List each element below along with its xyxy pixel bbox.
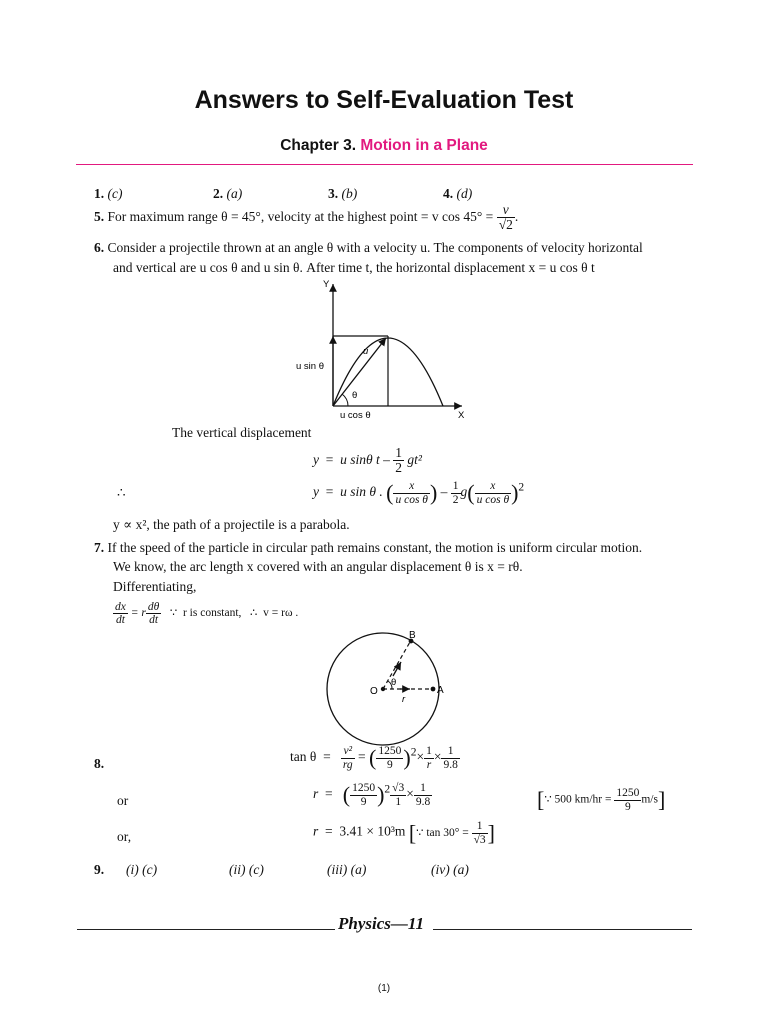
vertical-component-label: u sin θ [296, 361, 324, 372]
footer-book-title: Physics—11 [338, 914, 424, 933]
differentiation-equation: $\frac{dx}{dt}$ = r $\frac{d\theta}{dt}$ ∵ r is constant, ∴ v = rω . [115, 601, 299, 627]
speed-conversion-note: [∵ 500 km/hr = $\frac{1250}{9}$ m/s] [537, 787, 666, 813]
page-title: Answers to Self-Evaluation Test [194, 86, 574, 114]
vertical-displacement-heading: The vertical displacement [172, 425, 312, 440]
answer-item [94, 186, 122, 202]
equation-tan-theta: tan θ = $\frac{\text{v²}}{rg}$ = ( $\frac{1250}{9}$ )$^2$× $\frac{1}{r}$ × $\frac{1}{9.8}$ [290, 745, 458, 771]
question-number: 2. [213, 186, 224, 201]
fraction: $\frac{v}{√2}$ [498, 202, 513, 233]
answer-value: (c) [107, 186, 123, 201]
question-number: 1. [94, 186, 105, 201]
center-label: O [370, 686, 378, 697]
equation-vertical-displacement: y = u sinθ t – $\frac{1}{2}$ gt² [313, 445, 422, 476]
question-number: 9. [94, 862, 105, 877]
velocity-vector [333, 338, 386, 406]
answer-value: (b) [341, 186, 358, 201]
projectile-figure [290, 276, 480, 424]
question-number: 7. [94, 540, 105, 555]
answer-item: (iii) (a) [327, 862, 367, 877]
period: . [514, 208, 519, 224]
question-number: 5. [94, 208, 105, 224]
chapter-name: Motion in a Plane [360, 137, 488, 154]
chapter-prefix: Chapter 3. [280, 137, 357, 154]
question-number: 6. [94, 240, 105, 255]
or-label: or [117, 793, 129, 808]
chapter-heading [0, 137, 768, 155]
radius-to-b [383, 642, 410, 689]
header-rule [76, 164, 693, 165]
footer-rule-left [77, 929, 335, 930]
question-number: 3. [328, 186, 339, 201]
therefore-symbol: ∴ [117, 485, 126, 500]
answer-item [443, 186, 472, 202]
equation-path: y = u sin θ . ( $\frac{x}{\text{u cos θ}}$ ) – $\frac{1}{2}$ g( $\frac{x}{\text{u cos θ}}$ )$^2$ [313, 480, 525, 506]
answer-5 [94, 203, 518, 232]
question-number-8: 8. [94, 756, 105, 771]
or-label-2: or, [117, 829, 132, 844]
answer-7-line-1: 7. If the speed of the particle in circular path remains constant, the motion is uniform circular motion. [94, 540, 643, 555]
angle-arc [342, 394, 348, 406]
page-number: (1) [377, 983, 391, 994]
radius-label: r [402, 694, 406, 705]
angle-label: θ [352, 390, 358, 401]
velocity-label: u [363, 346, 369, 357]
question-number: 4. [443, 186, 454, 201]
point-b-label: B [409, 630, 416, 641]
answer-item [213, 186, 242, 202]
circular-motion-figure [320, 628, 450, 754]
answer-text: For maximum range θ = 45°, velocity at the highest point = v cos 45° = [107, 208, 494, 224]
answer-7-line-3: Differentiating, [113, 579, 197, 594]
answer-6-line-1: 6. Consider a projectile thrown at an angle θ with a velocity u. The components of velocity horizontal [94, 240, 643, 255]
center-point [381, 687, 385, 691]
y-axis-label: Y [323, 279, 330, 290]
answer-value: (d) [456, 186, 473, 201]
point-a [431, 687, 436, 692]
equation-radius: r = ( $\frac{1250}{9}$ )$^2$ $\frac{√3}{1}$ × $\frac{1}{9.8}$ [313, 782, 431, 808]
horizontal-component-label: u cos θ [340, 410, 371, 421]
x-axis-label: X [458, 410, 465, 421]
angle-label: θ [391, 677, 397, 688]
point-a-label: A [437, 685, 444, 696]
answer-value: (a) [226, 186, 243, 201]
answer-item: (ii) (c) [229, 862, 264, 877]
footer-rule-right [433, 929, 692, 930]
parabola-conclusion: y ∝ x², the path of a projectile is a parabola. [113, 517, 350, 532]
answer-6-line-2: and vertical are u cos θ and u sin θ. After time t, the horizontal displacement x = u cos θ t [113, 260, 595, 275]
answer-item: (i) (c) [126, 862, 158, 877]
answer-item: (iv) (a) [431, 862, 469, 877]
answer-item [328, 186, 357, 202]
equation-radius-value: r = 3.41 × 10³m [∵ tan 30° = $\frac{1}{√3}$ ] [313, 820, 495, 846]
answer-7-line-2: We know, the arc length x covered with an angular displacement θ is x = rθ. [113, 559, 523, 574]
